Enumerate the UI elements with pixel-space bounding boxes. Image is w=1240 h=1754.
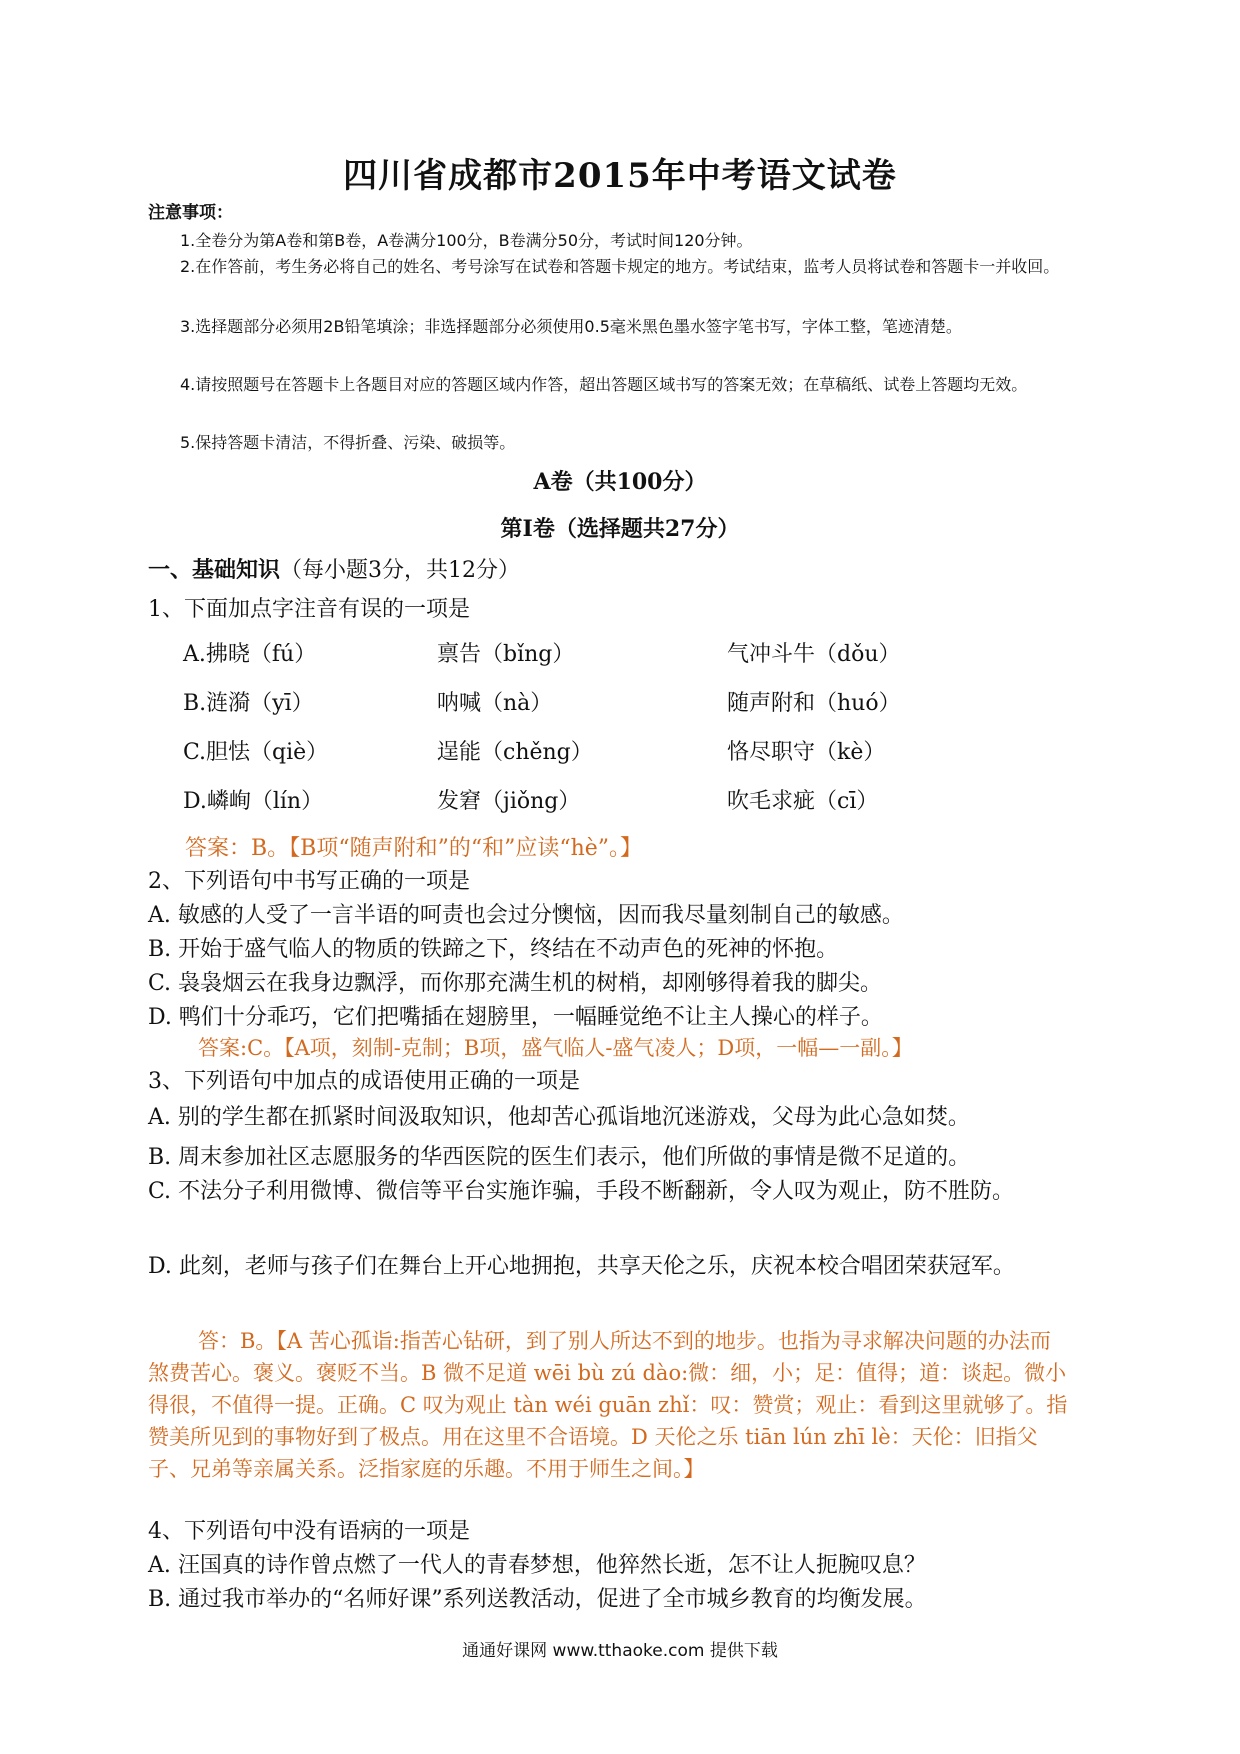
section-heading: 一、基础知识（每小题3分，共12分）: [148, 557, 521, 583]
notice-item-1: 1.全卷分为第A卷和第B卷，A卷满分100分，B卷满分50分，考试时间120分钟。: [180, 231, 753, 250]
q3-option: B. 周末参加社区志愿服务的华西医院的医生们表示，他们所做的事情是微不足道的。: [148, 1145, 971, 1170]
notice-item-3: 3.选择题部分必须用2B铅笔填涂；非选择题部分必须使用0.5毫米黑色墨水签字笔书写，字体工整，笔迹清楚。: [180, 317, 962, 336]
q2-option: A. 敏感的人受了一言半语的呵责也会过分懊恼，因而我尽量刻制自己的敏感。: [148, 903, 904, 928]
part1-heading: 第Ⅰ卷（选择题共27分）: [500, 516, 740, 542]
q1-option: 恪尽职守（kè）: [727, 740, 886, 765]
q1-option: 气冲斗牛（dǒu）: [727, 642, 901, 667]
q1-option: B.涟漪（yī）: [183, 691, 314, 716]
q1-option: 呐喊（nà）: [437, 691, 553, 716]
question-2-stem: 2、下列语句中书写正确的一项是: [148, 869, 470, 894]
notice-heading: 注意事项：: [148, 203, 233, 223]
page-title: 四川省成都市2015年中考语文试卷: [343, 156, 897, 196]
q1-option: C.胆怯（qiè）: [183, 740, 329, 765]
q3-option: D. 此刻，老师与孩子们在舞台上开心地拥抱，共享天伦之乐，庆祝本校合唱团荣获冠军。: [148, 1254, 1015, 1279]
q2-option: B. 开始于盛气临人的物质的铁蹄之下，终结在不动声色的死神的怀抱。: [148, 937, 839, 962]
q1-option: 发窘（jiǒng）: [437, 789, 581, 814]
q1-option: 吹毛求疵（cī）: [727, 789, 879, 814]
notice-item-2: 2.在作答前，考生务必将自己的姓名、考号涂写在试卷和答题卡规定的地方。考试结束，监考人员将试卷和答题卡一并收回。: [180, 257, 1060, 276]
q1-option: A.拂晓（fú）: [183, 642, 317, 667]
notice-item-5: 5.保持答题卡清洁，不得折叠、污染、破损等。: [180, 433, 516, 452]
q1-option: 随声附和（huó）: [727, 691, 901, 716]
question-4-stem: 4、下列语句中没有语病的一项是: [148, 1519, 470, 1544]
question-3-stem: 3、下列语句中加点的成语使用正确的一项是: [148, 1069, 580, 1094]
q2-option: C. 袅袅烟云在我身边飘浮，而你那充满生机的树梢，却刚够得着我的脚尖。: [148, 971, 883, 996]
notice-item-4: 4.请按照题号在答题卡上各题目对应的答题区域内作答，超出答题区域书写的答案无效；在草稿纸、试卷上答题均无效。: [180, 375, 1028, 394]
q2-option: D. 鸭们十分乖巧，它们把嘴插在翅膀里，一幅睡觉绝不让主人操心的样子。: [148, 1005, 883, 1030]
q2-answer: 答案:C。【A项，刻制-克制；B项，盛气临人-盛气凌人；D项，一幅—一副。】: [198, 1036, 913, 1060]
q3-option: A. 别的学生都在抓紧时间汲取知识，他却苦心孤诣地沉迷游戏，父母为此心急如焚。: [148, 1105, 970, 1130]
page-footer: 通通好课网 www.tthaoke.com 提供下载: [462, 1641, 778, 1661]
q1-option: 禀告（bǐng）: [437, 642, 575, 667]
q4-option: A. 汪国真的诗作曾点燃了一代人的青春梦想，他猝然长逝，怎不让人扼腕叹息？: [148, 1553, 926, 1578]
q1-option: 逞能（chěng）: [437, 740, 593, 765]
q1-answer: 答案：B。【B项“随声附和”的“和”应读“hè”。】: [185, 836, 643, 861]
question-1-stem: 1、下面加点字注音有误的一项是: [148, 597, 470, 622]
q1-option: D.嶙峋（lín）: [183, 789, 324, 814]
q3-answer: 答：B。【A 苦心孤诣:指苦心钻研，到了别人所达不到的地步。也指为寻求解决问题的办法而煞费苦心。褒义。褒贬不当。B 微不足道 wēi bù zú dào:微：细，小；足：值得；道：谈起。微小得很，不值得一提。正确。C 叹为观止 tàn wéi guān zhǐ：叹：赞赏；观止：看到这里就够了。指赞美所见到的事物好到了极点。用在这里不合语境。D 天伦之乐 tiān lún zhī lè：天伦：旧指父子、兄弟等亲属关系。泛指家庭的乐趣。不用于师生之间。】: [148, 1329, 1068, 1481]
q3-option: C. 不法分子利用微博、微信等平台实施诈骗，手段不断翻新，令人叹为观止，防不胜防。: [148, 1179, 1015, 1204]
q4-option: B. 通过我市举办的“名师好课”系列送教活动，促进了全市城乡教育的均衡发展。: [148, 1587, 927, 1612]
a-volume-heading: A卷（共100分）: [533, 469, 707, 495]
